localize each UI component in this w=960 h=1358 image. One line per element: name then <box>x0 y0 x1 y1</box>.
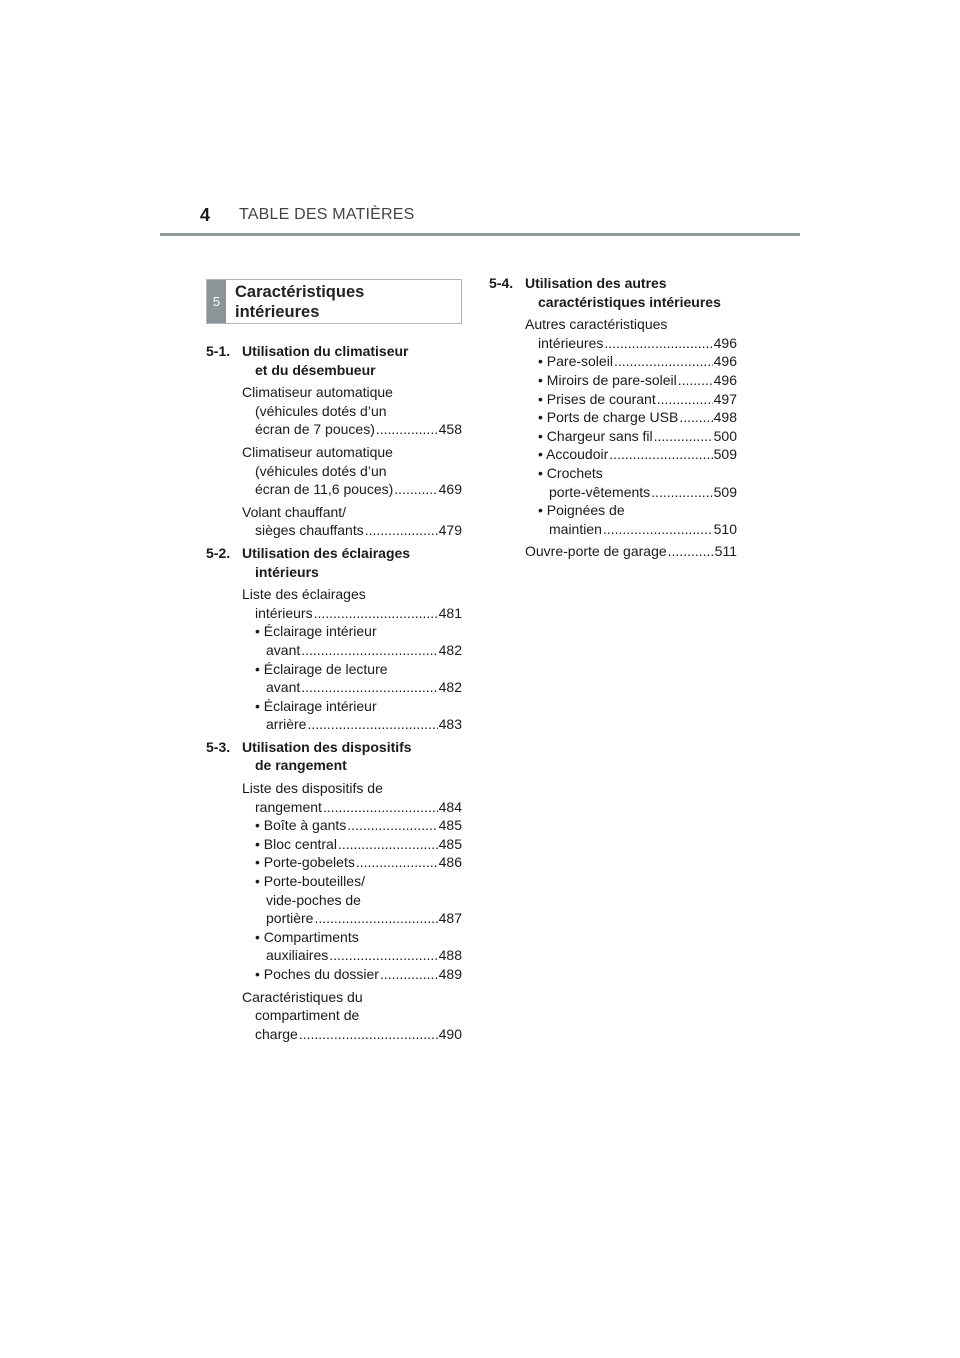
page-header <box>160 203 800 233</box>
page-ref: 482 <box>438 641 462 658</box>
page-ref: 510 <box>713 520 737 537</box>
page-ref: 487 <box>438 910 462 927</box>
page-ref: 483 <box>438 716 462 733</box>
toc-sub-entry[interactable]: • Miroirs de pare-soleil ..... 496 <box>538 371 737 390</box>
chapter-heading-5-4[interactable]: 5-4. Utilisation des autres caractéristiques intérieures <box>489 275 721 310</box>
header-divider <box>160 233 800 236</box>
page-ref: 509 <box>713 446 737 463</box>
toc-entry[interactable]: Caractéristiques du compartiment de charge ..... 490 <box>242 988 462 1044</box>
page-ref: 485 <box>438 835 462 852</box>
page-title: TABLE DES MATIÈRES <box>239 206 415 223</box>
toc-entry[interactable]: Liste des éclairages intérieurs ..... 481 • Éclairage intérieur avant ..... 482 • Éclairage de lecture avant ..... 482 • Éclairage intérieur arrière ..... 483 <box>242 585 462 734</box>
page-ref: 496 <box>713 334 737 351</box>
chapter-heading-5-2[interactable]: 5-2. Utilisation des éclairages intérieurs <box>206 544 411 580</box>
page-ref: 479 <box>438 522 462 539</box>
toc-entry[interactable]: Climatiseur automatique (véhicules dotés d’un écran de 11,6 pouces) ..... 469 <box>242 443 462 499</box>
toc-sub-entry[interactable]: • Accoudoir ..... 509 <box>538 445 737 464</box>
toc-sub-entry[interactable]: • Poches du dossier ..... 489 <box>255 965 462 984</box>
toc-entry[interactable]: Climatiseur automatique (véhicules dotés d’un écran de 7 pouces) ..... 458 <box>242 383 462 439</box>
toc-sub-entry[interactable]: • Prises de courant ..... 497 <box>538 390 737 409</box>
toc-sub-entry[interactable]: • Porte-bouteilles/ vide-poches de portière ..... 487 <box>255 872 462 928</box>
toc-sub-entry[interactable]: • Éclairage de lecture avant ..... 482 <box>255 660 462 697</box>
section-title: Caractéristiques intérieures <box>235 283 365 321</box>
page-ref: 485 <box>438 817 462 834</box>
toc-sub-entry[interactable]: • Éclairage intérieur arrière ..... 483 <box>255 697 462 734</box>
section-number-tab: 5 <box>207 280 226 323</box>
page-ref: 469 <box>438 481 462 498</box>
page-ref: 500 <box>713 427 737 444</box>
page-ref: 489 <box>438 966 462 982</box>
chapter-heading-5-1[interactable]: 5-1. Utilisation du climatiseur et du désembueur <box>206 343 409 378</box>
toc-sub-entry[interactable]: • Compartiments auxiliaires ..... 488 <box>255 928 462 965</box>
page-ref: 490 <box>438 1025 462 1042</box>
page-ref: 481 <box>438 604 462 621</box>
toc-sub-entry[interactable]: • Poignées de maintien ..... 510 <box>538 501 737 538</box>
toc-entry[interactable]: Volant chauffant/ sièges chauffants ..... 479 <box>242 503 462 540</box>
page-ref: 482 <box>438 679 462 696</box>
toc-sub-entry[interactable]: • Éclairage intérieur avant ..... 482 <box>255 622 462 659</box>
toc-column-left <box>206 342 462 1043</box>
page-ref: 497 <box>713 390 737 407</box>
page-ref: 511 <box>714 543 737 560</box>
toc-sub-entry[interactable]: • Chargeur sans fil ..... 500 <box>538 427 737 446</box>
page-ref: 498 <box>713 409 737 426</box>
toc-sub-entry[interactable]: • Porte-gobelets ..... 486 <box>255 853 462 872</box>
toc-entry[interactable]: Ouvre-porte de garage ..... 511 <box>525 542 737 561</box>
page-ref: 486 <box>438 854 462 871</box>
section-heading <box>206 279 462 324</box>
page-ref: 496 <box>713 353 737 370</box>
toc-entry[interactable]: Liste des dispositifs de rangement ..... 484 • Boîte à gants ..... 485 • Bloc central ..... 485 • Porte-gobelets ..... 486 • Porte-bouteilles/ vide-poches de portière ..... 487 • Compartiments auxiliaires ..... 488 • Poches du dossier ..... 489 <box>242 779 462 984</box>
toc-sub-entry[interactable]: • Bloc central ..... 485 <box>255 835 462 854</box>
page-ref: 458 <box>438 421 462 438</box>
page-ref: 484 <box>438 798 462 815</box>
toc-sub-entry[interactable]: • Ports de charge USB ..... 498 <box>538 408 737 427</box>
toc-entry[interactable]: Autres caractéristiques intérieures ..... 496 • Pare-soleil ..... 496 • Miroirs de pare-soleil ..... 496 • Prises de courant ..... 497 • Ports de charge USB ..... 498 • Chargeur sans fil ..... 500 • Accoudoir ..... 509 • Crochets porte-vêtements ..... 509 • Poignées de maintien ..... 510 <box>525 315 737 538</box>
page-ref: 496 <box>713 371 737 388</box>
toc-sub-entry[interactable]: • Boîte à gants ..... 485 <box>255 816 462 835</box>
toc-sub-entry[interactable]: • Crochets porte-vêtements ..... 509 <box>538 464 737 501</box>
page-ref: 488 <box>438 947 462 964</box>
toc-sub-entry[interactable]: • Pare-soleil ..... 496 <box>538 352 737 371</box>
page-number: 4 <box>200 205 211 225</box>
toc-column-right <box>489 274 737 561</box>
chapter-heading-5-3[interactable]: 5-3. Utilisation des dispositifs de rangement <box>206 738 412 774</box>
page-ref: 509 <box>713 483 737 500</box>
